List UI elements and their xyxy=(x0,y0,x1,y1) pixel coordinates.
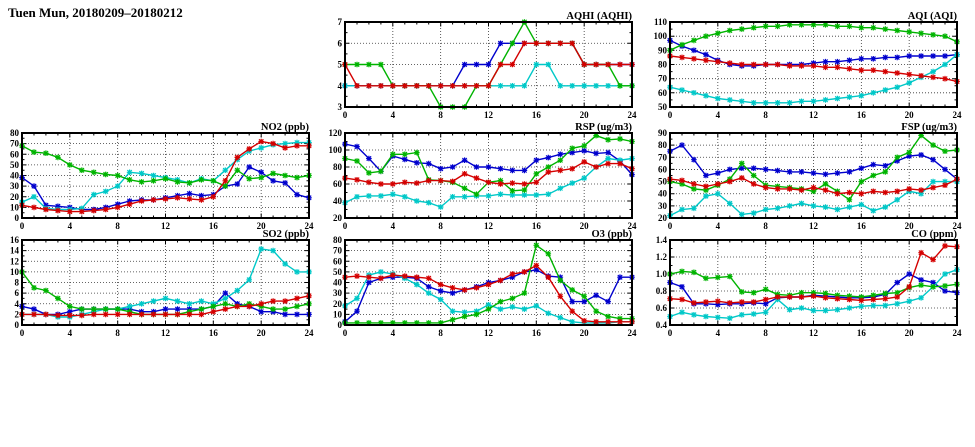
page-title: Tuen Mun, 20180209–20180212 xyxy=(8,5,183,20)
y-tick-label: 1.0 xyxy=(655,269,667,279)
x-tick-label: 16 xyxy=(531,221,541,231)
y-tick-label: 80 xyxy=(658,140,667,151)
y-tick-label: 0 xyxy=(337,320,342,330)
y-tick-label: 0.4 xyxy=(655,320,667,330)
chart-title: SO2 (ppb) xyxy=(262,229,309,240)
chart-o3-svg xyxy=(323,228,639,340)
y-tick-label: 8 xyxy=(14,277,19,288)
y-tick-label: 20 xyxy=(10,191,19,202)
y-tick-label: 10 xyxy=(333,309,342,320)
x-tick-label: 24 xyxy=(952,110,962,120)
axis-labels xyxy=(329,128,638,231)
x-tick-label: 8 xyxy=(763,328,768,338)
x-tick-label: 24 xyxy=(952,328,962,338)
y-tick-label: 4 xyxy=(14,298,19,309)
chart-title: O3 (ppb) xyxy=(591,229,632,240)
x-tick-label: 8 xyxy=(438,221,443,231)
x-tick-label: 24 xyxy=(627,221,637,231)
series-green xyxy=(19,143,312,189)
y-tick-label: 2 xyxy=(14,309,19,320)
x-tick-label: 12 xyxy=(809,328,818,338)
y-tick-label: 40 xyxy=(10,170,19,181)
x-tick-label: 0 xyxy=(667,221,673,231)
y-tick-label: 60 xyxy=(333,256,342,267)
x-tick-label: 0 xyxy=(342,328,348,338)
series-green-markers xyxy=(19,143,312,189)
y-tick-label: 50 xyxy=(658,102,667,112)
y-tick-label: 20 xyxy=(333,213,342,223)
chart-aqi-svg xyxy=(648,10,964,122)
x-tick-label: 8 xyxy=(438,328,443,338)
y-tick-label: 30 xyxy=(658,200,667,211)
x-tick-label: 12 xyxy=(809,110,818,120)
y-tick-label: 70 xyxy=(10,138,19,149)
x-tick-label: 0 xyxy=(667,328,673,338)
x-tick-label: 4 xyxy=(67,221,73,231)
chart-title: NO2 (ppb) xyxy=(260,122,309,133)
x-tick-label: 16 xyxy=(208,221,218,231)
y-tick-label: 20 xyxy=(333,298,342,309)
x-tick-label: 4 xyxy=(715,221,721,231)
chart-no2 xyxy=(0,121,316,233)
x-tick-label: 20 xyxy=(256,328,266,338)
chart-rsp-svg xyxy=(323,121,639,233)
chart-title: AQHI (AQHI) xyxy=(566,11,632,22)
y-tick-label: 20 xyxy=(658,213,667,223)
series-blue-line xyxy=(22,167,309,210)
axis-labels xyxy=(658,128,962,231)
chart-title: AQI (AQI) xyxy=(907,11,957,22)
y-tick-label: 100 xyxy=(328,145,342,155)
x-tick-label: 4 xyxy=(67,328,73,338)
chart-no2-svg xyxy=(0,121,316,233)
x-tick-label: 24 xyxy=(952,221,962,231)
x-tick-label: 16 xyxy=(856,328,866,338)
y-tick-label: 90 xyxy=(658,45,667,56)
x-tick-label: 16 xyxy=(856,221,866,231)
x-tick-label: 12 xyxy=(809,221,818,231)
x-tick-label: 20 xyxy=(256,221,266,231)
y-tick-label: 30 xyxy=(10,181,19,192)
x-tick-label: 4 xyxy=(715,110,721,120)
series-red-line xyxy=(670,56,957,82)
chart-fsp-svg xyxy=(648,121,964,233)
y-tick-label: 7 xyxy=(337,17,342,27)
y-tick-label: 14 xyxy=(10,245,19,256)
x-tick-label: 0 xyxy=(342,110,348,120)
y-tick-label: 0.8 xyxy=(655,286,667,296)
y-tick-label: 60 xyxy=(658,164,667,175)
y-tick-label: 40 xyxy=(658,188,667,199)
y-tick-label: 70 xyxy=(333,245,342,256)
x-tick-label: 16 xyxy=(208,328,218,338)
y-tick-label: 60 xyxy=(10,149,19,160)
x-tick-label: 12 xyxy=(484,328,493,338)
chart-fsp xyxy=(648,121,964,233)
y-tick-label: 80 xyxy=(10,128,19,138)
x-tick-label: 20 xyxy=(579,328,589,338)
y-tick-label: 80 xyxy=(333,162,342,172)
y-tick-label: 60 xyxy=(658,87,667,98)
x-tick-label: 8 xyxy=(438,110,443,120)
x-tick-label: 12 xyxy=(484,110,493,120)
y-tick-label: 10 xyxy=(10,266,19,277)
y-tick-label: 40 xyxy=(333,196,342,206)
y-tick-label: 0.6 xyxy=(655,303,667,313)
y-tick-label: 5 xyxy=(337,59,342,70)
x-tick-label: 20 xyxy=(904,328,914,338)
x-tick-label: 4 xyxy=(390,110,396,120)
y-tick-label: 50 xyxy=(333,266,342,277)
y-tick-label: 1.2 xyxy=(655,252,667,262)
x-tick-label: 12 xyxy=(161,221,170,231)
x-tick-label: 4 xyxy=(390,328,396,338)
y-tick-label: 110 xyxy=(653,17,667,27)
y-tick-label: 80 xyxy=(658,59,667,70)
y-tick-label: 90 xyxy=(658,128,667,138)
x-tick-label: 16 xyxy=(856,110,866,120)
y-tick-label: 80 xyxy=(333,235,342,245)
chart-aqi xyxy=(648,10,964,122)
y-tick-label: 10 xyxy=(10,202,19,213)
x-tick-label: 8 xyxy=(115,221,120,231)
x-tick-label: 0 xyxy=(667,110,673,120)
x-tick-label: 20 xyxy=(904,221,914,231)
grid-lines xyxy=(345,133,632,218)
x-tick-label: 4 xyxy=(715,328,721,338)
chart-title: CO (ppm) xyxy=(911,229,957,240)
y-tick-label: 6 xyxy=(14,288,19,299)
y-tick-label: 16 xyxy=(10,235,19,245)
y-tick-label: 50 xyxy=(10,159,19,170)
chart-aqhi xyxy=(323,10,639,122)
y-tick-label: 0 xyxy=(14,320,19,330)
x-tick-label: 8 xyxy=(115,328,120,338)
x-tick-label: 20 xyxy=(579,110,589,120)
y-tick-label: 0 xyxy=(14,213,19,223)
x-tick-label: 20 xyxy=(579,221,589,231)
chart-so2 xyxy=(0,228,316,340)
chart-title: FSP (ug/m3) xyxy=(901,122,957,133)
y-tick-label: 50 xyxy=(658,176,667,187)
x-tick-label: 4 xyxy=(390,221,396,231)
x-tick-label: 24 xyxy=(627,328,637,338)
x-tick-label: 16 xyxy=(531,328,541,338)
y-tick-label: 40 xyxy=(333,277,342,288)
x-tick-label: 20 xyxy=(904,110,914,120)
chart-so2-svg xyxy=(0,228,316,340)
y-tick-label: 70 xyxy=(658,73,667,84)
x-tick-label: 8 xyxy=(763,221,768,231)
x-tick-label: 24 xyxy=(627,110,637,120)
x-tick-label: 0 xyxy=(342,221,348,231)
y-tick-label: 6 xyxy=(337,38,342,49)
chart-co xyxy=(648,228,964,340)
x-tick-label: 16 xyxy=(531,110,541,120)
x-tick-label: 12 xyxy=(484,221,493,231)
x-tick-label: 24 xyxy=(304,328,314,338)
y-tick-label: 120 xyxy=(328,128,342,138)
chart-o3 xyxy=(323,228,639,340)
chart-title: RSP (ug/m3) xyxy=(575,122,632,133)
chart-co-svg xyxy=(648,228,964,340)
x-tick-label: 0 xyxy=(19,221,25,231)
x-tick-label: 8 xyxy=(763,110,768,120)
y-tick-label: 60 xyxy=(333,179,342,189)
x-tick-label: 12 xyxy=(161,328,170,338)
y-tick-label: 12 xyxy=(10,256,19,267)
y-tick-label: 4 xyxy=(337,80,342,91)
chart-rsp xyxy=(323,121,639,233)
y-tick-label: 100 xyxy=(653,31,667,42)
y-tick-label: 70 xyxy=(658,152,667,163)
x-tick-label: 24 xyxy=(304,221,314,231)
y-tick-label: 30 xyxy=(333,288,342,299)
chart-aqhi-svg xyxy=(323,10,639,122)
y-tick-label: 1.4 xyxy=(655,235,667,245)
y-tick-label: 3 xyxy=(337,102,342,112)
x-tick-label: 0 xyxy=(19,328,25,338)
